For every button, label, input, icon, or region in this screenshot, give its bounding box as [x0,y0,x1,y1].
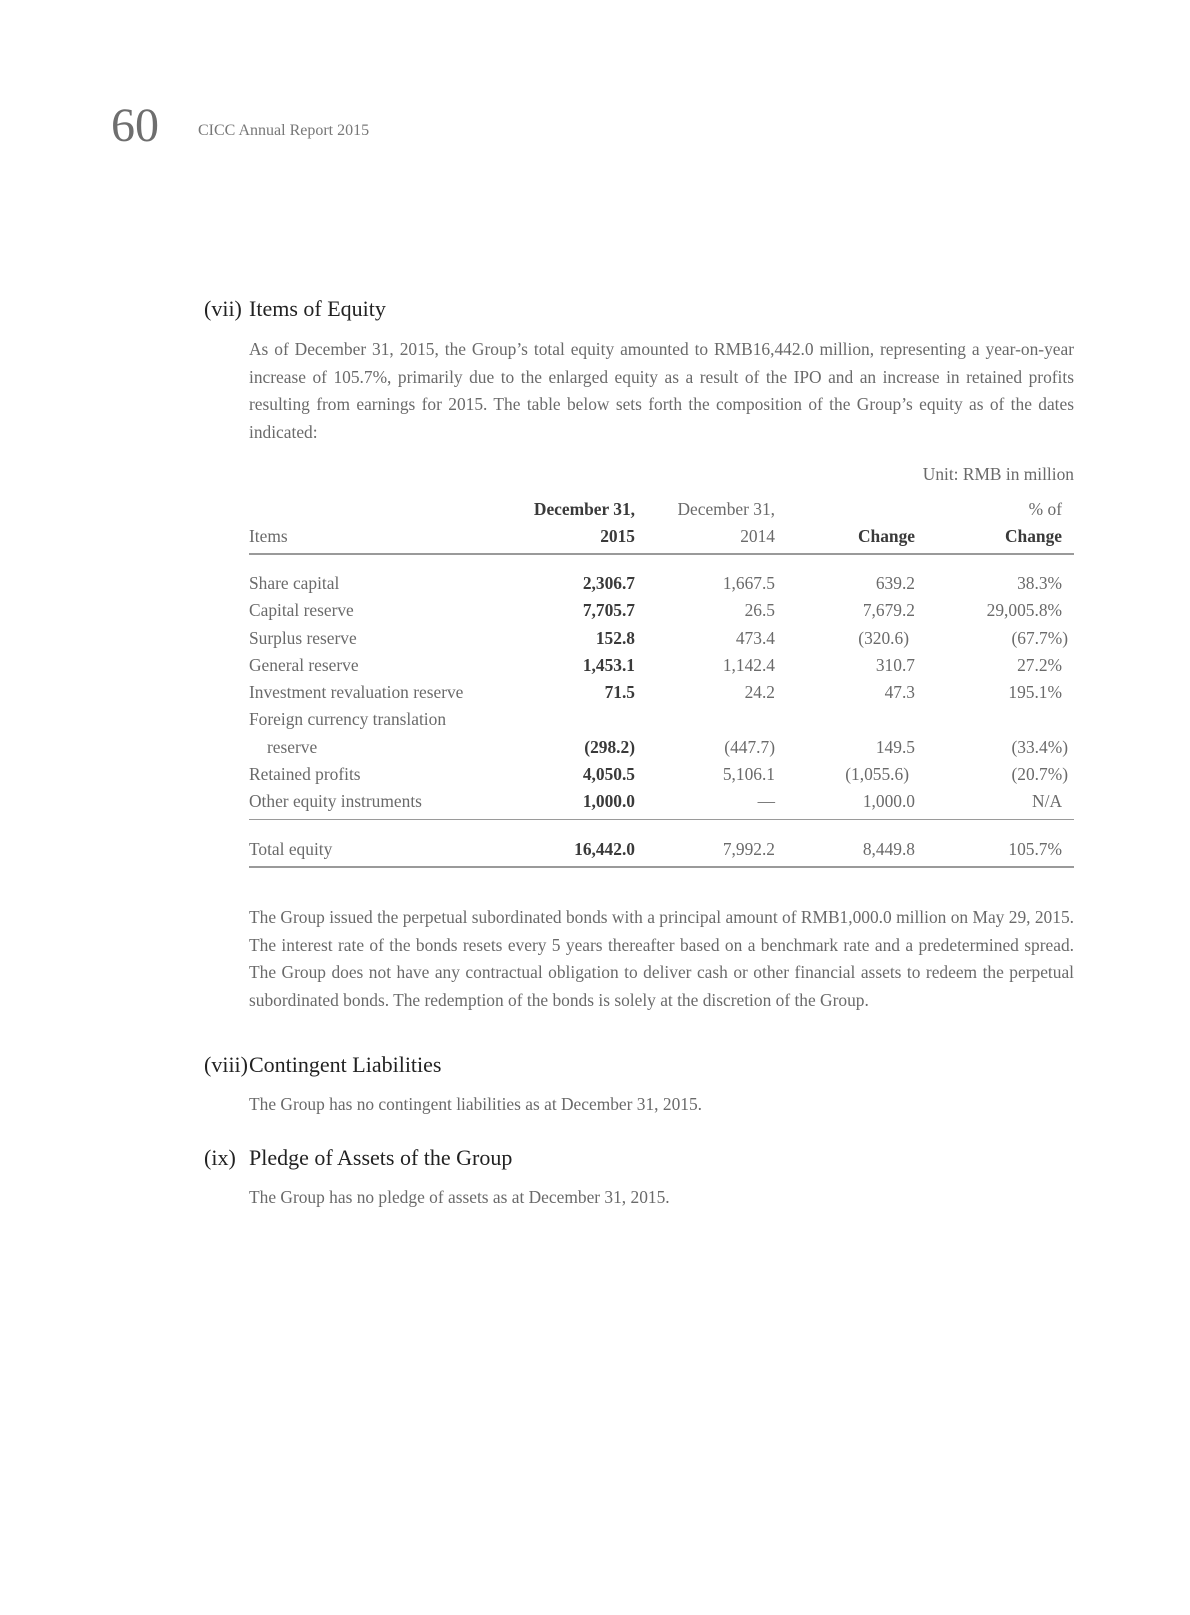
section-pledge-of-assets [204,1143,1074,1212]
header-dec2015-line1: December 31, [533,499,635,519]
section-number: (vii) [204,296,242,321]
row-item: Other equity instruments [249,788,499,819]
table-row [249,706,1074,733]
total-item: Total equity [249,819,499,867]
row-value-2015: 71.5 [604,682,635,703]
row-pct-change: N/A [915,788,1074,819]
row-pct-change: 27.2% [1017,654,1062,675]
section-title: Items of Equity [249,296,386,321]
total-change: 8,449.8 [775,819,915,867]
table-row [249,554,1074,597]
table-row [249,679,1074,706]
row-value-2015: (298.2) [584,736,635,757]
row-change: 310.7 [875,654,915,675]
row-value-2014: 24.2 [744,682,775,703]
total-pct-change: 105.7% [915,819,1074,867]
header-dec2015-line2: 2015 [499,523,635,554]
report-title: CICC Annual Report 2015 [198,122,370,139]
row-change: 7,679.2 [862,600,915,621]
header-items: Items [249,523,499,554]
table-row [249,788,1074,819]
section-title: Contingent Liabilities [249,1052,442,1077]
table-row [249,597,1074,624]
total-value-2014: 7,992.2 [635,819,775,867]
section-number: (viii) [204,1052,248,1077]
perpetual-bonds-paragraph: The Group issued the perpetual subordinated bonds with a principal amount of RMB1,000.0 million on May 29, 2015. The interest rate of the bonds resets every 5 years thereafter based on a benchmark rate and a predetermined spread. The Group does not have any contractual obligation to deliver cash or other financial assets to redeem the perpetual subordinated bonds. The redemption of the bonds is solely at the discretion of the Group. [249,907,1074,1010]
header-change: Change [775,523,915,554]
row-item: Investment revaluation reserve [249,682,464,703]
pledge-of-assets-text: The Group has no pledge of assets as at December 31, 2015. [249,1187,670,1207]
row-value-2014: (447.7) [724,736,775,757]
table-row [249,652,1074,679]
row-item: Share capital [249,573,340,593]
section-heading [204,1050,1074,1080]
equity-table [249,496,1074,868]
header-dec2014-line1: December 31, [677,499,775,519]
section-heading [204,1143,1074,1173]
row-pct-change: (33.4%) [1011,736,1068,757]
contingent-liabilities-text: The Group has no contingent liabilities as at December 31, 2015. [249,1094,703,1114]
header-dec2014-line2: 2014 [635,523,775,554]
table-row [249,734,1074,761]
header-pct-line1: % of [1028,499,1062,519]
equity-table-container [249,496,1074,868]
row-value-2015: 7,705.7 [582,600,635,621]
row-value-2014: 1,142.4 [722,654,775,675]
total-value-2015: 16,442.0 [499,819,635,867]
row-value-2014: 1,667.5 [722,573,775,593]
row-pct-change: 195.1% [1008,682,1062,703]
row-change: (1,055.6) [845,764,909,785]
page-number: 60 [111,99,159,152]
equity-intro-paragraph: As of December 31, 2015, the Group’s total equity amounted to RMB16,442.0 million, representing a year-on-year increase of 105.7%, primarily due to the enlarged equity as a result of the IPO and an increase in retained profits resulting from earnings for 2015. The table below sets forth the composition of the Group’s equity as of the dates indicated: [249,339,1074,442]
section-number: (ix) [204,1145,236,1170]
row-item: Retained profits [249,764,361,785]
row-pct-change: 38.3% [1017,573,1062,593]
section-title: Pledge of Assets of the Group [249,1145,513,1170]
row-item: Surplus reserve [249,627,357,648]
table-header-row [249,523,1074,554]
row-change: 1,000.0 [775,788,915,819]
unit-label: Unit: RMB in million [922,464,1074,484]
row-value-2014: 26.5 [744,600,775,621]
table-header-row [249,496,1074,523]
row-value-2015: 2,306.7 [582,573,635,593]
table-total-row [249,819,1074,867]
header-pct-line2: Change [915,523,1074,554]
section-heading [204,294,1074,324]
row-value-2014: — [635,788,775,819]
row-item-line1: Foreign currency translation [249,709,447,730]
section-items-of-equity [204,294,1074,1010]
table-row [249,761,1074,788]
row-value-2014: 5,106.1 [722,764,775,785]
row-value-2015: 4,050.5 [582,764,635,785]
row-item: General reserve [249,654,359,675]
row-pct-change: (20.7%) [1011,764,1068,785]
row-value-2015: 1,453.1 [582,654,635,675]
row-pct-change: 29,005.8% [986,600,1062,621]
row-item: Capital reserve [249,600,354,621]
row-change: 47.3 [884,682,915,703]
row-value-2015: 152.8 [595,627,635,648]
table-row [249,625,1074,652]
row-change: (320.6) [858,627,909,648]
row-value-2014: 473.4 [735,627,775,648]
row-value-2015: 1,000.0 [499,788,635,819]
section-contingent-liabilities [204,1050,1074,1119]
row-change: 149.5 [875,736,915,757]
row-item-line2: reserve [267,736,318,757]
row-change: 639.2 [875,573,915,593]
row-pct-change: (67.7%) [1011,627,1068,648]
